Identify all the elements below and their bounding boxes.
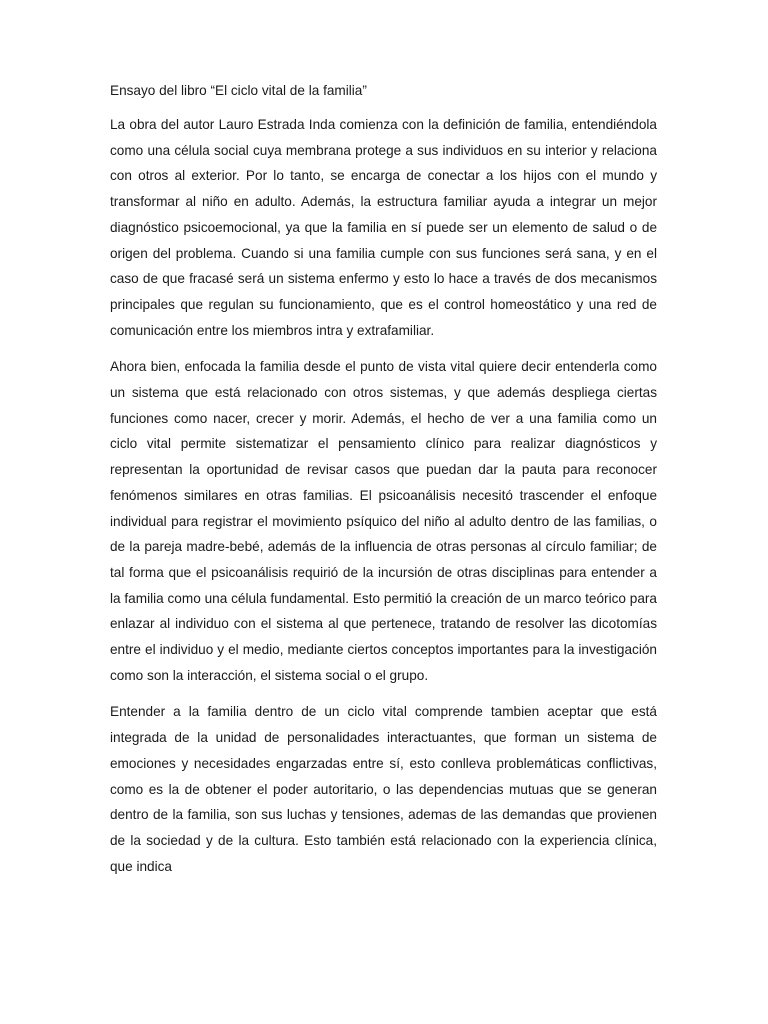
paragraph-3: Entender a la familia dentro de un ciclo vital comprende tambien aceptar que está integrada de la unidad de personalidades interactuantes, que forman un sistema de emociones y necesidades engarzadas entre sí, esto conlleva problemáticas conflictivas, como es la de obtener el poder autoritario, o las dependencias mutuas que se generan dentro de la familia, son sus luchas y tensiones, ademas de las demandas que provienen de la sociedad y de la cultura. Esto también está relacionado con la experiencia clínica, que indica <box>110 704 657 874</box>
document-body <box>110 80 657 890</box>
paragraph-1: La obra del autor Lauro Estrada Inda comienza con la definición de familia, entendiéndola como una célula social cuya membrana protege a sus individuos en su interior y relaciona con otros al exterior. Por lo tanto, se encarga de conectar a los hijos con el mundo y transformar al niño en adulto. Además, la estructura familiar ayuda a integrar un mejor diagnóstico psicoemocional, ya que la familia en sí puede ser un elemento de salud o de origen del problema. Cuando si una familia cumple con sus funciones será sana, y en el caso de que fracasé será un sistema enfermo y esto lo hace a través de dos mecanismos principales que regulan su funcionamiento, que es el control homeostático y una red de comunicación entre los miembros intra y extrafamiliar. <box>110 117 657 338</box>
document-title: Ensayo del libro “El ciclo vital de la familia” <box>110 83 367 98</box>
paragraph-2: Ahora bien, enfocada la familia desde el punto de vista vital quiere decir entenderla como un sistema que está relacionado con otros sistemas, y que además despliega ciertas funciones como nacer, crecer y morir. Además, el hecho de ver a una familia como un ciclo vital permite sistematizar el pensamiento clínico para realizar diagnósticos y representan la oportunidad de revisar casos que puedan dar la pauta para reconocer fenómenos similares en otras familias. El psicoanálisis necesitó trascender el enfoque individual para registrar el movimiento psíquico del niño al adulto dentro de las familias, o de la pareja madre-bebé, además de la influencia de otras personas al círculo familiar; de tal forma que el psicoanálisis requirió de la incursión de otras disciplinas para entender a la familia como una célula fundamental. Esto permitió la creación de un marco teórico para enlazar al individuo con el sistema al que pertenece, tratando de resolver las dicotomías entre el individuo y el medio, mediante ciertos conceptos importantes para la investigación como son la interacción, el sistema social o el grupo. <box>110 359 657 683</box>
